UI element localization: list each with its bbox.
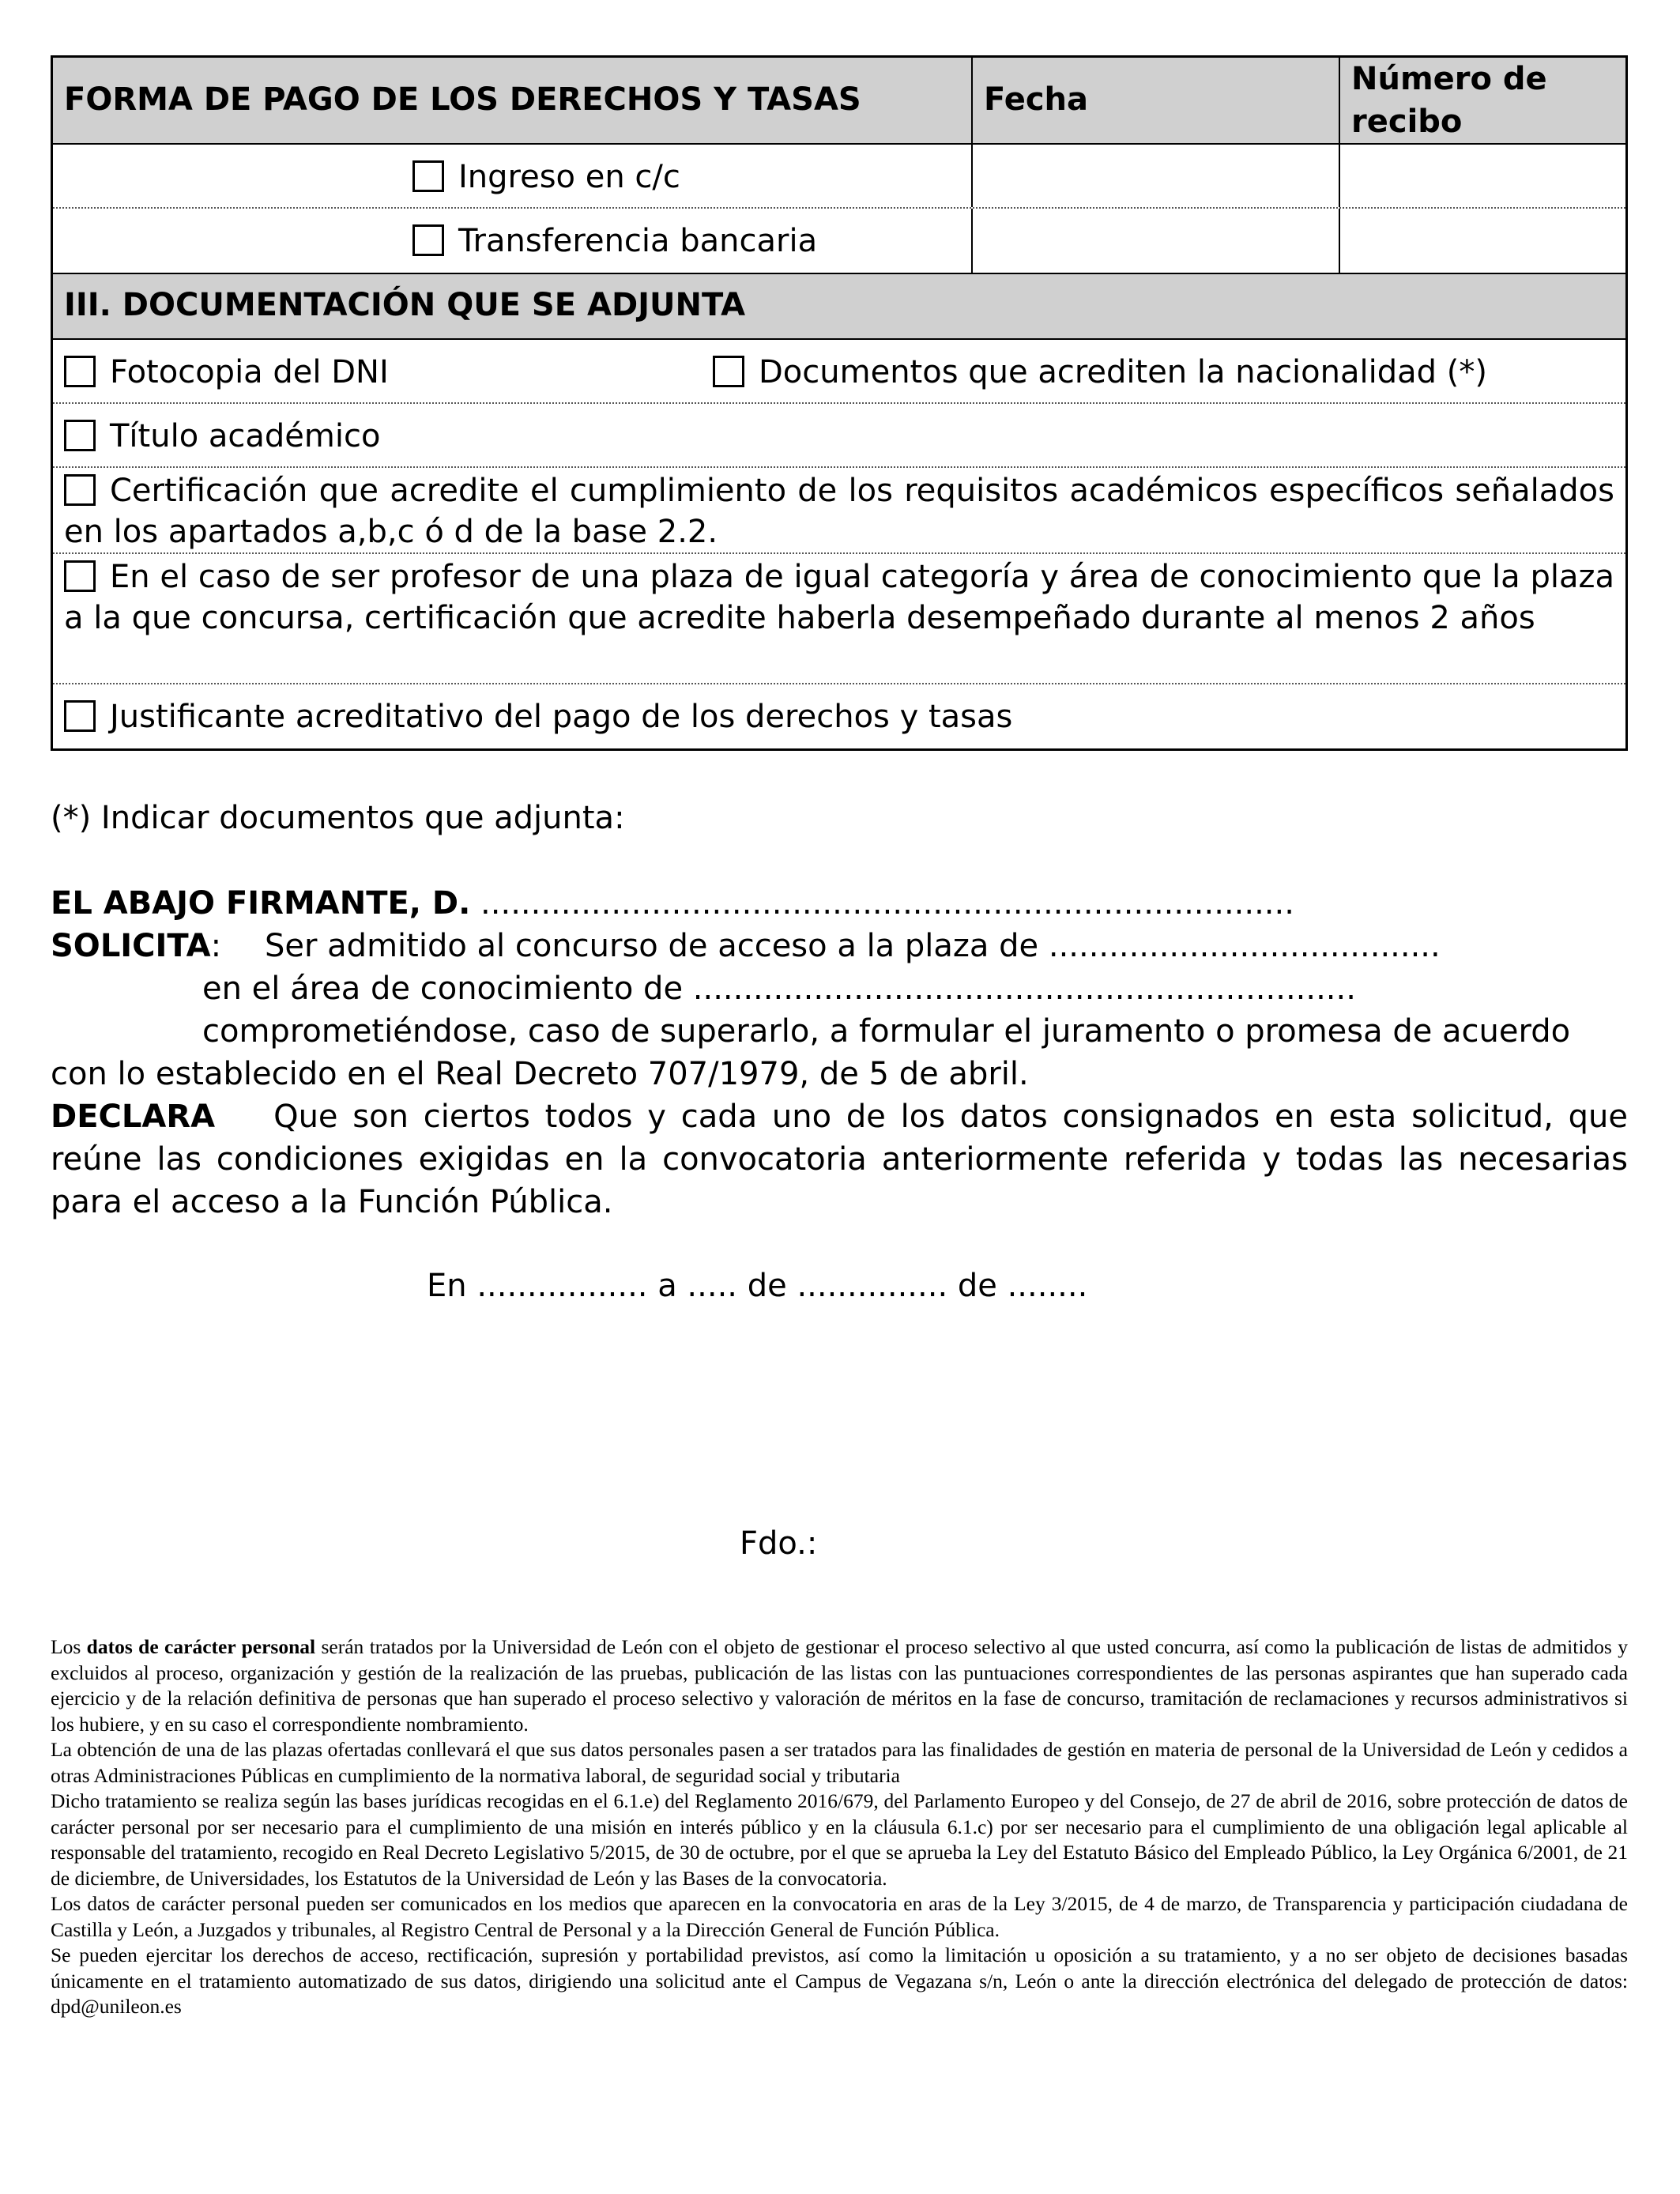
fecha-label: Fecha — [984, 81, 1089, 118]
legal-paragraph-4: Los datos de carácter personal pueden ser comunicados en los medios que aparecen en la convocatoria en aras de la Ley 3/2015, de 4 de marzo, de Transparencia y participación ciudadana de Castilla y León, a Juzgados y tribunales, al Registro Central de Personal y a la Dirección General de Función Pública. — [51, 1892, 1628, 1941]
payment-option-row — [53, 145, 1625, 209]
ingreso-label: Ingreso en c/c — [458, 159, 680, 195]
legal-paragraph-2: La obtención de una de las plazas ofertadas conllevará el que sus datos personales pasen a ser tratados para las finalidades de gestión en materia de personal de la Universidad de León y cedidos a otras Administraciones Públicas en cumplimiento de la normativa laboral, de seguridad social y tributaria — [51, 1738, 1628, 1787]
documentation-header-row — [53, 274, 1625, 340]
solicita-colon: : — [210, 928, 222, 964]
area-line[interactable]: en el área de conocimiento de .................................................................. — [202, 971, 1356, 1007]
legal-paragraph-3: Dicho tratamiento se realiza según las bases jurídicas recogidas en el 6.1.e) del Reglamento 2016/679, del Parlamento Europeo y del Consejo, de 27 de abril de 2016, sobre protección de datos de carácter personal por ser necesario para el cumplimiento de una misión en interés público y en la cláusula 6.1.c) por ser necesario para el cumplimiento de una obligación legal aplicable al responsable del tratamiento, recogido en Real Decreto Legislativo 5/2015, de 30 de octubre, por el que se aprueba la Ley del Estatuto Básico del Empleado Público, la Ley Orgánica 6/2001, de 21 de diciembre, de Universidades, los Estatutos de la Universidad de León y las Bases de la convocatoria. — [51, 1789, 1628, 1890]
legal-paragraph-5: Se pueden ejercitar los derechos de acceso, rectificación, supresión y portabilidad previstos, así como la limitación u oposición a su tratamiento, y a no ser objeto de decisiones basadas únicamente en el tratamiento automatizado de sus datos, dirigiendo una solicitud ante el Campus de Vegazana s/n, León o ante la dirección electrónica del delegado de protección de datos: dpd@unileon.es — [51, 1943, 1628, 2018]
declara-paragraph — [51, 1095, 1628, 1223]
numero-recibo-label: Número de recibo — [1351, 61, 1547, 140]
application-form-table — [51, 55, 1628, 751]
fecha-field-2[interactable] — [971, 209, 1339, 273]
doc-row — [53, 340, 1625, 404]
payment-heading: FORMA DE PAGO DE LOS DERECHOS Y TASAS — [64, 81, 861, 118]
doc-row — [53, 468, 1625, 554]
recibo-field-2[interactable] — [1339, 209, 1625, 273]
nacionalidad-checkbox[interactable] — [713, 356, 744, 387]
firmante-line — [51, 882, 1294, 925]
comprometiendo-line: comprometiéndose, caso de superarlo, a formular el juramento o promesa de acuerdo — [202, 1013, 1571, 1050]
solicita-label: SOLICITA — [51, 928, 211, 964]
profesor-checkbox[interactable] — [64, 560, 96, 592]
fecha-field-1[interactable] — [971, 145, 1339, 207]
profesor-label: En el caso de ser profesor de una plaza de igual categoría y área de conocimiento que la plaza a la que concursa, certificación que acredite haberla desempeñado durante al menos 2 años — [64, 559, 1614, 636]
certificacion-checkbox[interactable] — [64, 474, 96, 506]
recibo-field-1[interactable] — [1339, 145, 1625, 207]
transferencia-checkbox[interactable] — [412, 224, 444, 256]
nacionalidad-label: Documentos que acrediten la nacionalidad (*) — [759, 354, 1487, 390]
transferencia-label: Transferencia bancaria — [458, 223, 818, 259]
declara-text: Que son ciertos todos y cada uno de los datos consignados en esta solicitud, que reúne las condiciones exigidas en la convocatoria anteriormente referida y todas las necesarias para el acceso a la Función Pública. — [51, 1099, 1628, 1220]
legal-p1-pre: Los — [51, 1635, 87, 1658]
titulo-checkbox[interactable] — [64, 420, 96, 451]
justificante-checkbox[interactable] — [64, 700, 96, 732]
payment-header-row — [53, 58, 1625, 145]
documentation-heading: III. DOCUMENTACIÓN QUE SE ADJUNTA — [64, 287, 746, 323]
documents-note: (*) Indicar documentos que adjunta: — [51, 800, 625, 836]
firmante-field[interactable]: ................................................................................. — [470, 885, 1294, 922]
doc-row — [53, 404, 1625, 468]
doc-row — [53, 554, 1625, 684]
legal-p1-bold: datos de carácter personal — [86, 1635, 316, 1658]
ingreso-checkbox[interactable] — [412, 160, 444, 192]
data-protection-notice — [51, 1634, 1628, 2020]
solicita-line — [51, 925, 221, 967]
signature-label: Fdo.: — [740, 1525, 818, 1562]
declara-label: DECLARA — [51, 1099, 216, 1135]
legal-p1-post: serán tratados por la Universidad de León con el objeto de gestionar el proceso selectivo al que usted concurra, así como la publicación de listas de admitidos y excluidos al proceso, organización y gestión de la realización de las pruebas, publicación de las listas con las puntuaciones correspondientes de las personas aspirantes que han superado cada ejercicio y de la relación definitiva de personas que han superado el proceso selectivo y valoración de méritos en la fase de concurso, tramitación de reclamaciones y recursos administrativos si los hubiere, y en su caso el correspondiente nombramiento. — [51, 1635, 1629, 1736]
dni-label: Fotocopia del DNI — [110, 354, 389, 390]
doc-row — [53, 684, 1625, 748]
firmante-label: EL ABAJO FIRMANTE, D. — [51, 885, 471, 922]
titulo-label: Título académico — [110, 418, 381, 454]
dni-checkbox[interactable] — [64, 356, 96, 387]
solicita-text[interactable]: Ser admitido al concurso de acceso a la plaza de ....................................... — [265, 928, 1441, 964]
place-date-line[interactable]: En ................. a ..... de ............... de ........ — [427, 1268, 1088, 1304]
certificacion-label: Certificación que acredite el cumplimiento de los requisitos académicos específicos señalados en los apartados a,b,c ó d de la base 2.2. — [64, 473, 1614, 550]
payment-option-row — [53, 209, 1625, 274]
legal-paragraph-1 — [51, 1634, 1628, 1737]
real-decreto-line: con lo establecido en el Real Decreto 707/1979, de 5 de abril. — [51, 1056, 1029, 1092]
justificante-label: Justificante acreditativo del pago de los derechos y tasas — [110, 699, 1013, 735]
